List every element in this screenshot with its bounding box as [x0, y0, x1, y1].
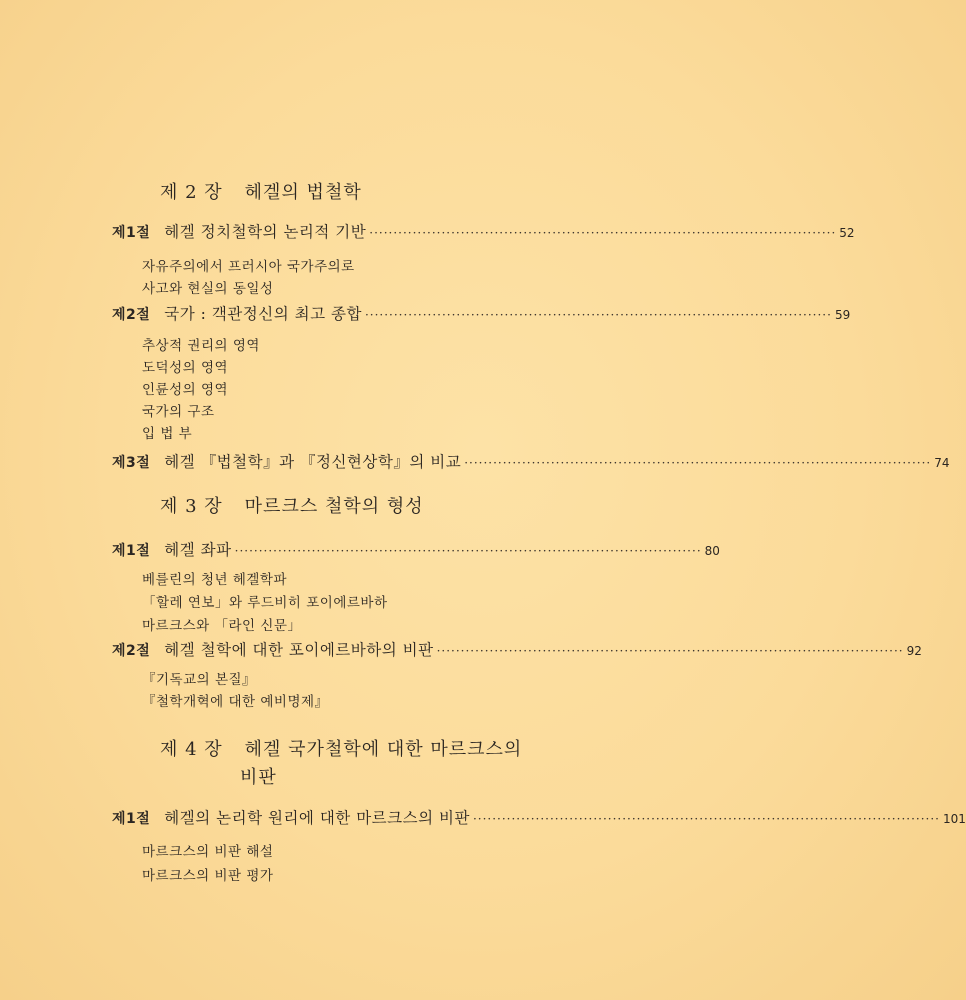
chapter-number: 제 2 장	[160, 182, 223, 203]
dot-leader: ·································································································	[472, 812, 940, 826]
toc-subentry: 마르크스와 「라인 신문」	[142, 618, 302, 634]
toc-subentry: 자유주의에서 프러시아 국가주의로	[142, 259, 355, 275]
page-number: 80	[704, 544, 720, 558]
section-title: 헤겔의 논리학 원리에 대한 마르크스의 비판	[164, 809, 470, 827]
toc-subentry: 국가의 구조	[142, 404, 215, 420]
dot-leader: ·································································································	[234, 544, 702, 558]
toc-subentry: 사고와 현실의 동일성	[142, 281, 274, 297]
toc-subentry: 추상적 권리의 영역	[142, 338, 260, 354]
page-number: 52	[839, 226, 855, 240]
dot-leader: ·································································································	[364, 308, 832, 322]
dot-leader: ·································································································	[436, 644, 904, 658]
toc-entry[interactable]	[112, 806, 966, 828]
toc-subentry: 「할레 연보」와 루드비히 포이에르바하	[142, 595, 388, 611]
page-number: 101	[942, 812, 966, 826]
section-number: 제1절	[112, 225, 151, 241]
chapter-number: 제 4 장	[160, 739, 223, 760]
toc-entry[interactable]	[112, 638, 922, 660]
toc-subentry: 『철학개혁에 대한 예비명제』	[142, 694, 329, 710]
chapter-title: 헤겔 국가철학에 대한 마르크스의	[244, 739, 523, 760]
section-number: 제1절	[112, 811, 151, 827]
section-title: 헤겔 『법철학』과 『정신현상학』의 비교	[164, 453, 462, 471]
toc-subentry: 『기독교의 본질』	[142, 672, 257, 688]
section-title: 헤겔 정치철학의 논리적 기반	[164, 223, 367, 241]
toc-subentry: 인륜성의 영역	[142, 382, 229, 398]
page-number: 59	[834, 308, 851, 322]
chapter-heading	[160, 735, 522, 761]
toc-entry[interactable]	[112, 450, 950, 472]
chapter-title: 마르크스 철학의 형성	[244, 496, 424, 517]
chapter-heading	[160, 492, 424, 518]
section-title: 헤겔 좌파	[164, 541, 232, 559]
toc-subentry: 베를린의 청년 헤겔학파	[142, 572, 287, 588]
section-number: 제1절	[112, 543, 151, 559]
section-title: 국가 : 객관정신의 최고 종합	[164, 305, 362, 323]
chapter-heading	[160, 178, 362, 204]
toc-subentry: 마르크스의 비판 해설	[142, 844, 274, 860]
toc-entry[interactable]	[112, 302, 851, 324]
toc-subentry: 입 법 부	[142, 426, 193, 442]
toc-subentry: 도덕성의 영역	[142, 360, 229, 376]
dot-leader: ·································································································	[464, 456, 932, 470]
section-number: 제2절	[112, 643, 151, 659]
section-number: 제3절	[112, 455, 151, 471]
section-number: 제2절	[112, 307, 151, 323]
section-title: 헤겔 철학에 대한 포이에르바하의 비판	[164, 641, 434, 659]
chapter-title: 헤겔의 법철학	[244, 182, 362, 203]
page-number: 92	[906, 644, 922, 658]
toc-entry[interactable]	[112, 220, 855, 242]
dot-leader: ·································································································	[369, 226, 837, 240]
toc-entry[interactable]	[112, 538, 720, 560]
toc-subentry: 마르크스의 비판 평가	[142, 868, 274, 884]
chapter-title-continued: 비판	[240, 767, 277, 788]
chapter-number: 제 3 장	[160, 496, 223, 517]
page-number: 74	[934, 456, 950, 470]
